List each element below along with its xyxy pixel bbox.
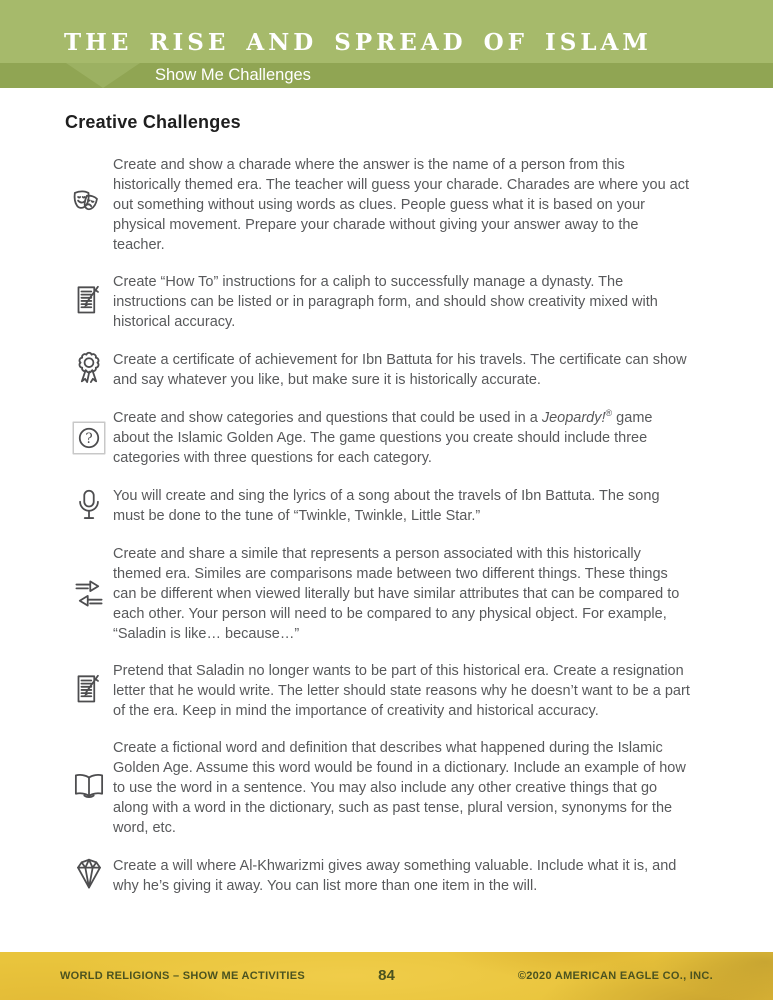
open-book-icon [65,767,113,809]
page-subtitle: Show Me Challenges [155,66,311,84]
diamond-icon [65,855,113,897]
challenge-text: Create a certificate of achievement for Ibn Battuta for his travels. The certificate can show and say whatever you like, but make sure it is historically accurate. [113,352,687,388]
theater-masks-icon [65,184,113,226]
challenge-text: Pretend that Saladin no longer wants to be part of this historical era. Create a resignation letter that he would write. The letter should state reasons why he doesn’t want to be a part of the era. Keep in mind the importance of creativity and historical accuracy. [113,663,690,719]
award-ribbon-icon [65,349,113,391]
document-pencil-icon [65,281,113,323]
challenge-item [65,661,713,721]
challenge-text: Create and show a charade where the answer is the name of a person from this historically themed era. The teacher will guess your charade. Charades are where you act out something without using words as clues. People guess what it is based on your physical movement. Prepare your charade without giving your answer away to the teacher. [113,157,689,253]
page-title: THE RISE AND SPREAD OF ISLAM [64,29,652,56]
challenge-item [65,738,713,838]
challenge-item [65,485,713,527]
challenge-item [65,272,713,332]
challenge-text: Create a fictional word and definition that describes what happened during the Islamic Golden Age. Assume this word would be found in a dictionary. Include an example of how to use the word in a sentence. You may also include any other creative things that go along with a word in the dictionary, such as past tense, plural version, synonyms for the word, etc. [113,740,686,836]
challenge-text: You will create and sing the lyrics of a song about the travels of Ibn Battuta. The song must be done to the tune of “Twinkle, Twinkle, Little Star.” [113,488,660,524]
challenge-text: Create “How To” instructions for a caliph to successfully manage a dynasty. The instructions can be listed or in paragraph form, and should show creativity mixed with historical accuracy. [113,274,658,330]
footer-right-text: ©2020 AMERICAN EAGLE CO., INC. [517,970,713,982]
microphone-icon [65,485,113,527]
challenge-item [65,408,713,468]
challenge-item [65,855,713,897]
document-pencil-icon [65,670,113,712]
footer-left-text: WORLD RELIGIONS – SHOW ME ACTIVITIES [60,970,306,982]
challenge-text: Create and show categories and questions that could be used in a Jeopardy!® game about the Islamic Golden Age. The game questions you create should include three categories with three questions for each category. [113,408,653,466]
svg-text:?: ? [85,430,93,447]
section-heading: Creative Challenges [65,112,241,132]
header-subband [0,63,773,88]
challenge-item [65,544,713,644]
page-number: 84 [378,967,395,984]
content-area [0,88,773,897]
page-footer [0,952,773,1000]
exchange-arrows-icon [65,573,113,615]
question-card-icon [65,417,113,459]
page-header [0,0,773,63]
challenge-text: Create a will where Al-Khwarizmi gives away something valuable. Include what it is, and why he’s giving it away. You can list more than one item in the will. [113,858,677,894]
challenge-text: Create and share a simile that represents a person associated with this historically themed era. Similes are comparisons made between two different things. These things can be different when viewed literally but have similar attributes that can be compared to each other. Your person will need to be compared to any physical object. For example, “Saladin is like… because…” [113,546,680,642]
header-fold-triangle [66,63,140,88]
challenge-list [65,155,713,897]
challenge-item [65,155,713,255]
challenge-item [65,349,713,391]
